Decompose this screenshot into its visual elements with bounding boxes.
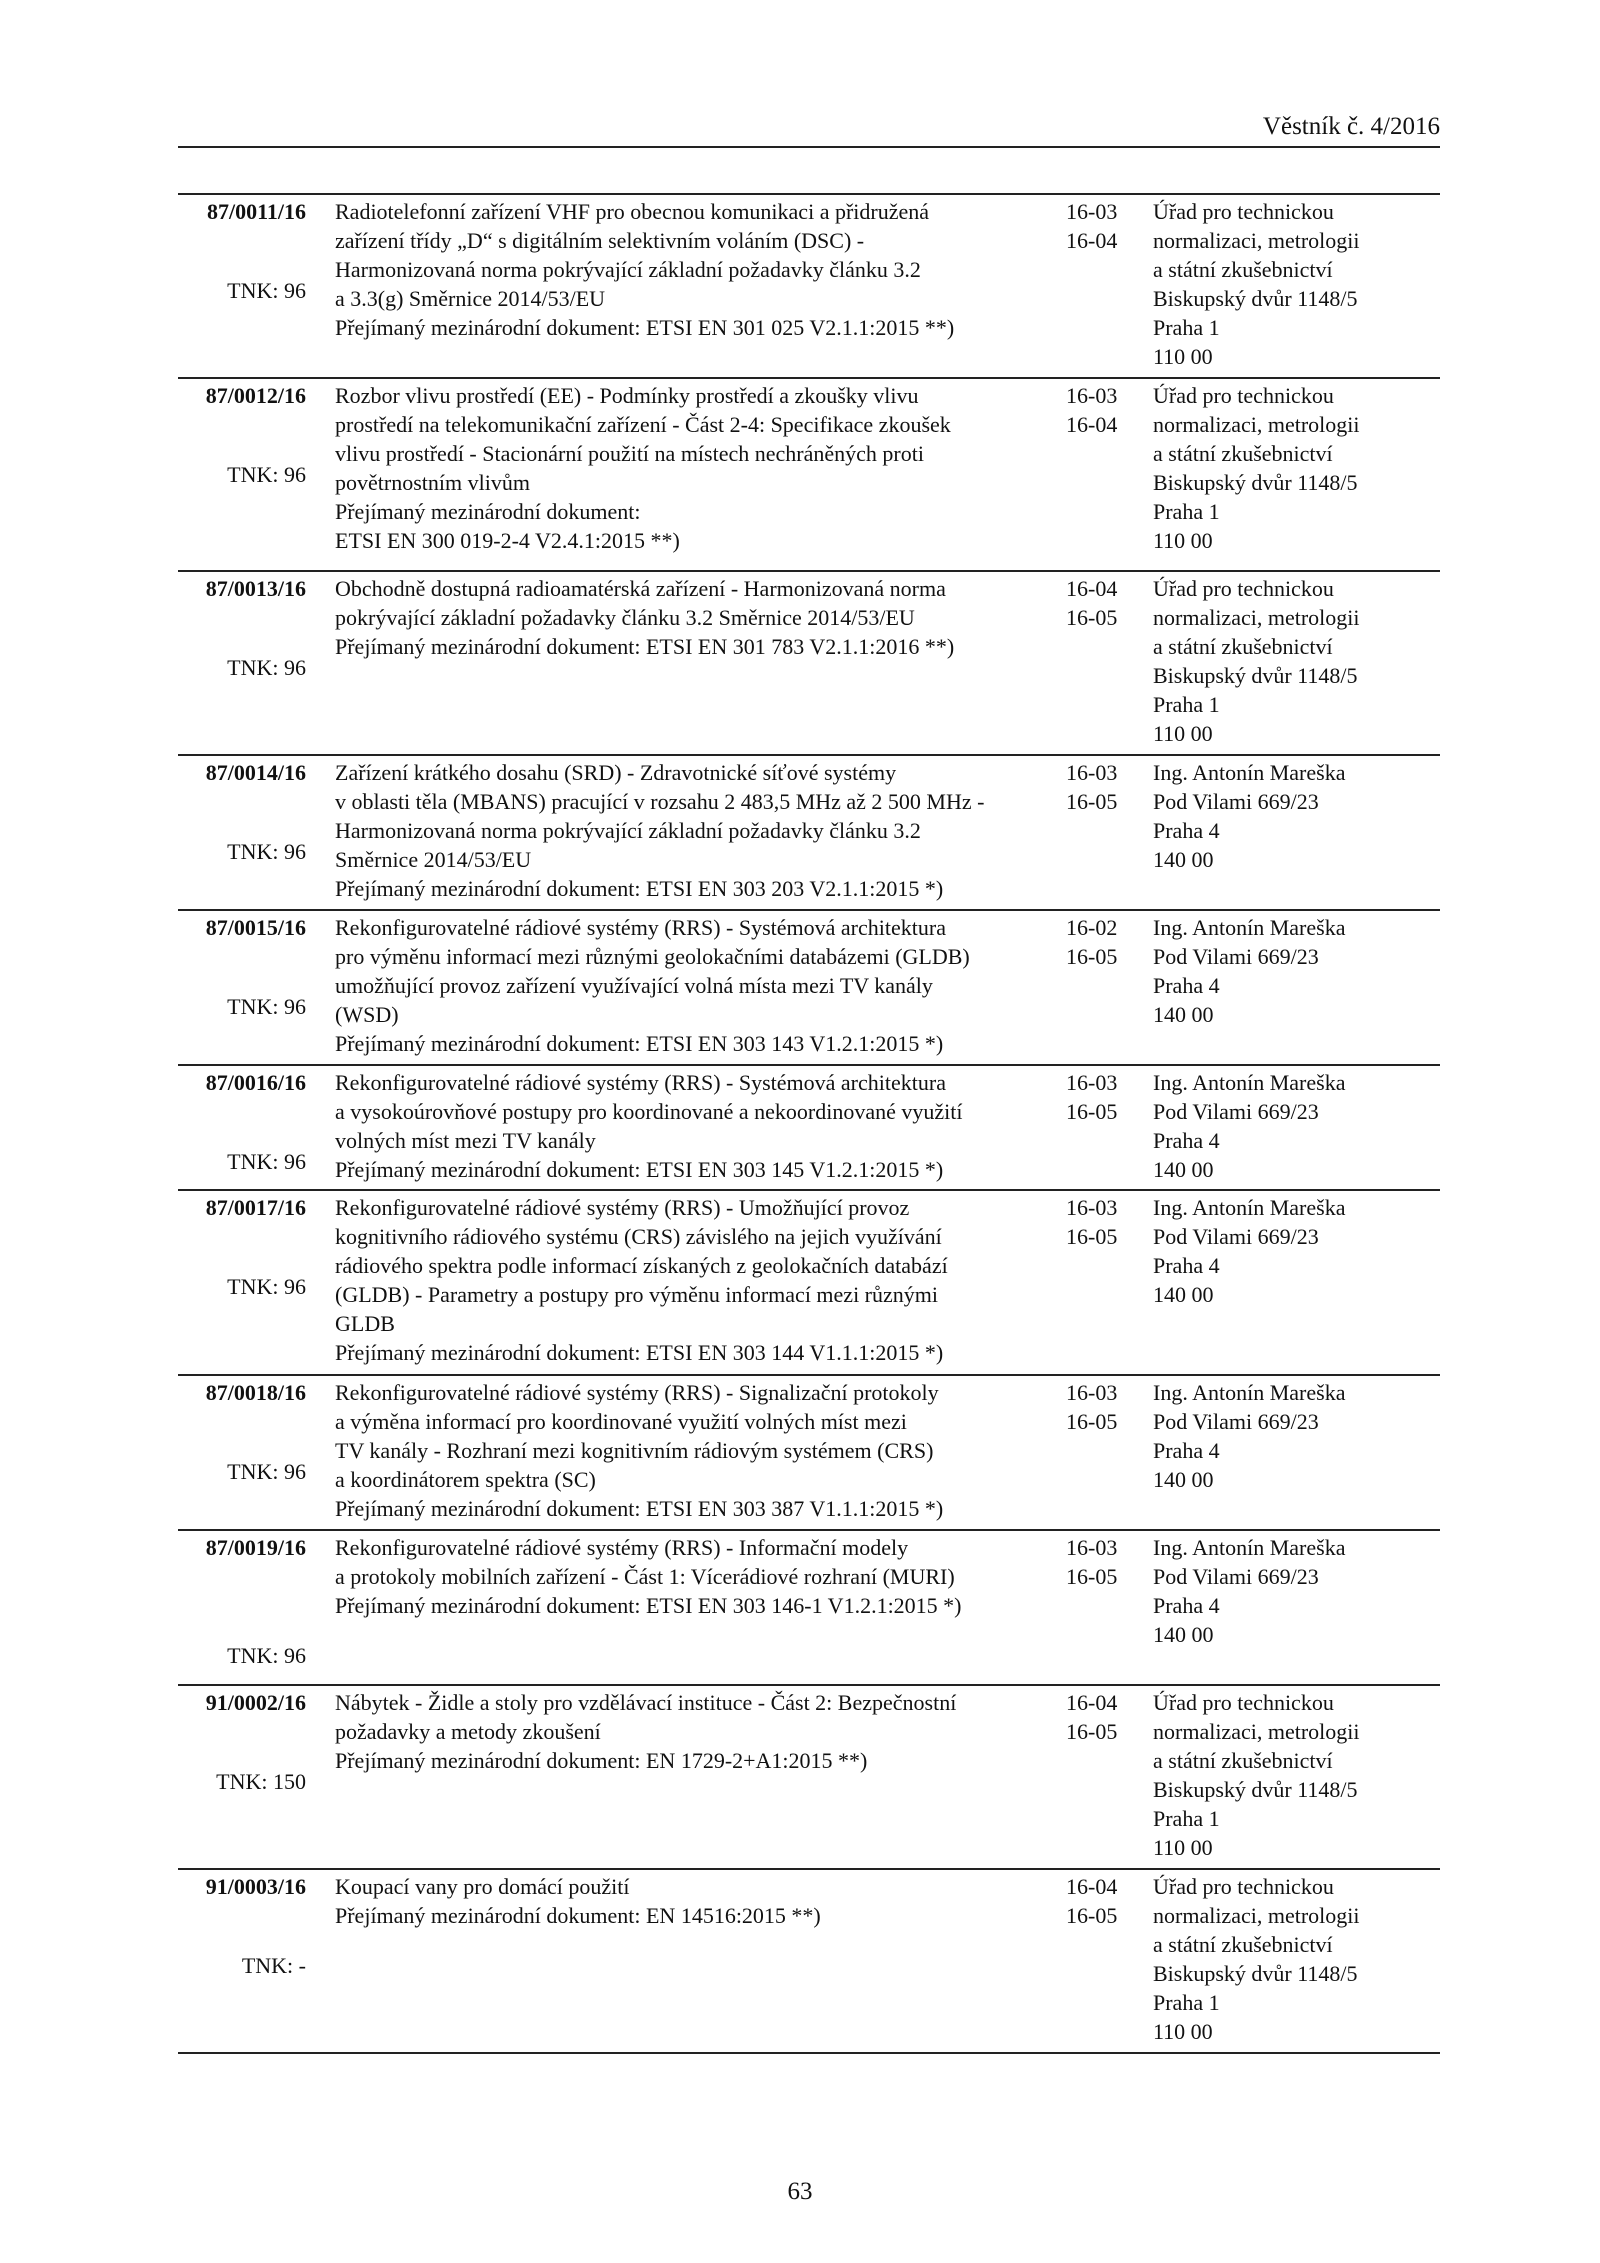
date-value: 16-05 xyxy=(1066,789,1118,814)
standards-table xyxy=(178,193,1440,2054)
title-line: umožňující provoz zařízení využívající volná místa mezi TV kanály xyxy=(335,973,933,998)
office-line: 110 00 xyxy=(1153,1835,1213,1860)
title-cell xyxy=(335,1193,1035,1367)
office-line: Biskupský dvůr 1148/5 xyxy=(1153,1777,1358,1802)
standard-code: 91/0003/16 xyxy=(205,1874,306,1899)
standard-code: 87/0019/16 xyxy=(205,1535,306,1560)
date-value: 16-02 xyxy=(1066,915,1118,940)
title-cell xyxy=(335,1872,1035,1930)
code-cell xyxy=(178,1533,306,1668)
office-cell xyxy=(1153,913,1438,1029)
standard-code: 87/0014/16 xyxy=(205,760,306,785)
office-line: 110 00 xyxy=(1153,2019,1213,2044)
page-number: 63 xyxy=(787,2178,813,2205)
office-line: 140 00 xyxy=(1153,1157,1214,1182)
dates-cell xyxy=(1066,197,1136,255)
office-cell xyxy=(1153,1193,1438,1309)
title-line: volných míst mezi TV kanály xyxy=(335,1128,596,1153)
title-line: Radiotelefonní zařízení VHF pro obecnou komunikaci a přidružená xyxy=(335,199,930,224)
office-line: Ing. Antonín Mareška xyxy=(1153,1535,1346,1560)
title-line: Přejímaný mezinárodní dokument: xyxy=(335,499,641,524)
date-value: 16-03 xyxy=(1066,199,1118,224)
dates-cell xyxy=(1066,1872,1136,1930)
office-line: Praha 1 xyxy=(1153,1990,1220,2015)
code-cell xyxy=(178,1068,306,1174)
title-cell xyxy=(335,913,1035,1058)
tnk-label: TNK: 96 xyxy=(227,1149,306,1174)
title-cell xyxy=(335,574,1035,661)
office-line: Praha 4 xyxy=(1153,1253,1220,1278)
table-row xyxy=(178,1066,1440,1191)
date-value: 16-03 xyxy=(1066,1070,1118,1095)
title-line: (WSD) xyxy=(335,1002,399,1027)
office-line: 140 00 xyxy=(1153,1622,1214,1647)
date-value: 16-05 xyxy=(1066,1224,1118,1249)
office-line: Praha 4 xyxy=(1153,1438,1220,1463)
title-line: a vysokoúrovňové postupy pro koordinované a nekoordinované využití xyxy=(335,1099,963,1124)
code-cell xyxy=(178,574,306,680)
title-line: Přejímaný mezinárodní dokument: ETSI EN 303 144 V1.1.1:2015 *) xyxy=(335,1340,944,1365)
office-line: 110 00 xyxy=(1153,528,1213,553)
table-row xyxy=(178,572,1440,756)
table-row xyxy=(178,1531,1440,1686)
office-line: Praha 1 xyxy=(1153,692,1220,717)
title-line: v oblasti těla (MBANS) pracující v rozsahu 2 483,5 MHz až 2 500 MHz - xyxy=(335,789,985,814)
office-line: a státní zkušebnictví xyxy=(1153,441,1333,466)
table-row xyxy=(178,756,1440,911)
title-line: Rozbor vlivu prostředí (EE) - Podmínky prostředí a zkoušky vlivu xyxy=(335,383,919,408)
office-line: 140 00 xyxy=(1153,1467,1214,1492)
tnk-label: TNK: 96 xyxy=(227,278,306,303)
dates-cell xyxy=(1066,1378,1136,1436)
office-line: Pod Vilami 669/23 xyxy=(1153,1099,1319,1124)
office-cell xyxy=(1153,1068,1438,1184)
office-line: Biskupský dvůr 1148/5 xyxy=(1153,1961,1358,1986)
title-line: Harmonizovaná norma pokrývající základní požadavky článku 3.2 xyxy=(335,818,921,843)
dates-cell xyxy=(1066,1533,1136,1591)
date-value: 16-05 xyxy=(1066,605,1118,630)
office-cell xyxy=(1153,381,1438,555)
dates-cell xyxy=(1066,1193,1136,1251)
office-cell xyxy=(1153,574,1438,748)
tnk-label: TNK: 96 xyxy=(227,462,306,487)
table-row xyxy=(178,1376,1440,1531)
office-line: normalizaci, metrologii xyxy=(1153,1719,1360,1744)
tnk-label: TNK: - xyxy=(241,1953,306,1978)
office-line: 140 00 xyxy=(1153,1282,1214,1307)
title-line: Směrnice 2014/53/EU xyxy=(335,847,532,872)
office-cell xyxy=(1153,1688,1438,1862)
tnk-label: TNK: 96 xyxy=(227,994,306,1019)
standard-code: 87/0013/16 xyxy=(205,576,306,601)
standard-code: 87/0016/16 xyxy=(205,1070,306,1095)
office-line: Úřad pro technickou xyxy=(1153,1874,1334,1899)
office-line: normalizaci, metrologii xyxy=(1153,228,1360,253)
title-line: Přejímaný mezinárodní dokument: EN 14516:2015 **) xyxy=(335,1903,821,1928)
title-line: Přejímaný mezinárodní dokument: ETSI EN 303 143 V1.2.1:2015 *) xyxy=(335,1031,944,1056)
office-line: normalizaci, metrologii xyxy=(1153,412,1360,437)
dates-cell xyxy=(1066,913,1136,971)
office-line: Ing. Antonín Mareška xyxy=(1153,1070,1346,1095)
title-cell xyxy=(335,1378,1035,1523)
title-line: Obchodně dostupná radioamatérská zařízení - Harmonizovaná norma xyxy=(335,576,946,601)
title-line: Rekonfigurovatelné rádiové systémy (RRS) - Informační modely xyxy=(335,1535,909,1560)
office-line: Pod Vilami 669/23 xyxy=(1153,1564,1319,1589)
title-line: Koupací vany pro domácí použití xyxy=(335,1874,630,1899)
date-value: 16-05 xyxy=(1066,944,1118,969)
dates-cell xyxy=(1066,758,1136,816)
date-value: 16-05 xyxy=(1066,1099,1118,1124)
dates-cell xyxy=(1066,574,1136,632)
code-cell xyxy=(178,1378,306,1484)
code-cell xyxy=(178,381,306,487)
office-line: Ing. Antonín Mareška xyxy=(1153,1195,1346,1220)
title-line: Zařízení krátkého dosahu (SRD) - Zdravotnické síťové systémy xyxy=(335,760,897,785)
dates-cell xyxy=(1066,381,1136,439)
office-cell xyxy=(1153,1533,1438,1649)
title-line: Přejímaný mezinárodní dokument: EN 1729-2+A1:2015 **) xyxy=(335,1748,868,1773)
title-cell xyxy=(335,758,1035,903)
title-line: Nábytek - Židle a stoly pro vzdělávací instituce - Část 2: Bezpečnostní xyxy=(335,1690,957,1715)
title-line: vlivu prostředí - Stacionární použití na místech nechráněných proti xyxy=(335,441,924,466)
journal-header: Věstník č. 4/2016 xyxy=(1262,113,1440,140)
office-line: a státní zkušebnictví xyxy=(1153,1932,1333,1957)
table-row xyxy=(178,1870,1440,2054)
office-cell xyxy=(1153,1872,1438,2046)
standard-code: 87/0018/16 xyxy=(205,1380,306,1405)
title-line: Rekonfigurovatelné rádiové systémy (RRS) - Umožňující provoz xyxy=(335,1195,910,1220)
office-line: Pod Vilami 669/23 xyxy=(1153,944,1319,969)
tnk-label: TNK: 150 xyxy=(216,1769,306,1794)
title-line: (GLDB) - Parametry a postupy pro výměnu informací mezi různými xyxy=(335,1282,939,1307)
title-line: Přejímaný mezinárodní dokument: ETSI EN 303 203 V2.1.1:2015 *) xyxy=(335,876,944,901)
date-value: 16-03 xyxy=(1066,760,1118,785)
office-line: Úřad pro technickou xyxy=(1153,576,1334,601)
code-cell xyxy=(178,1688,306,1794)
date-value: 16-04 xyxy=(1066,1874,1118,1899)
date-value: 16-03 xyxy=(1066,1195,1118,1220)
title-line: Rekonfigurovatelné rádiové systémy (RRS) - Systémová architektura xyxy=(335,1070,946,1095)
standard-code: 87/0011/16 xyxy=(206,199,306,224)
office-line: Úřad pro technickou xyxy=(1153,383,1334,408)
title-line: Přejímaný mezinárodní dokument: ETSI EN 303 387 V1.1.1:2015 *) xyxy=(335,1496,944,1521)
code-cell xyxy=(178,197,306,303)
office-line: Praha 4 xyxy=(1153,1128,1220,1153)
title-line: kognitivního rádiového systému (CRS) závislého na jejich využívání xyxy=(335,1224,942,1249)
tnk-label: TNK: 96 xyxy=(227,1459,306,1484)
title-cell xyxy=(335,381,1035,555)
office-line: normalizaci, metrologii xyxy=(1153,1903,1360,1928)
title-line: zařízení třídy „D“ s digitálním selektivním voláním (DSC) - xyxy=(335,228,865,253)
office-line: a státní zkušebnictví xyxy=(1153,257,1333,282)
date-value: 16-04 xyxy=(1066,576,1118,601)
office-line: Praha 1 xyxy=(1153,499,1220,524)
table-row xyxy=(178,1686,1440,1870)
office-cell xyxy=(1153,758,1438,874)
title-line: ETSI EN 300 019-2-4 V2.4.1:2015 **) xyxy=(335,528,680,553)
office-line: Praha 4 xyxy=(1153,818,1220,843)
office-cell xyxy=(1153,197,1438,371)
code-cell xyxy=(178,758,306,864)
table-row xyxy=(178,1191,1440,1376)
office-line: 140 00 xyxy=(1153,847,1214,872)
date-value: 16-03 xyxy=(1066,383,1118,408)
standard-code: 87/0017/16 xyxy=(205,1195,306,1220)
date-value: 16-04 xyxy=(1066,228,1118,253)
header-rule xyxy=(178,146,1440,148)
date-value: 16-05 xyxy=(1066,1719,1118,1744)
title-line: povětrnostním vlivům xyxy=(335,470,530,495)
office-line: Pod Vilami 669/23 xyxy=(1153,1409,1319,1434)
tnk-label: TNK: 96 xyxy=(227,1643,306,1668)
office-line: Praha 4 xyxy=(1153,1593,1220,1618)
tnk-label: TNK: 96 xyxy=(227,839,306,864)
code-cell xyxy=(178,1872,306,1978)
title-line: Přejímaný mezinárodní dokument: ETSI EN 301 783 V2.1.1:2016 **) xyxy=(335,634,955,659)
standard-code: 91/0002/16 xyxy=(205,1690,306,1715)
office-line: Ing. Antonín Mareška xyxy=(1153,760,1346,785)
code-cell xyxy=(178,1193,306,1299)
office-line: Ing. Antonín Mareška xyxy=(1153,1380,1346,1405)
title-line: Přejímaný mezinárodní dokument: ETSI EN 303 145 V1.2.1:2015 *) xyxy=(335,1157,944,1182)
table-row xyxy=(178,911,1440,1066)
title-line: Rekonfigurovatelné rádiové systémy (RRS) - Systémová architektura xyxy=(335,915,946,940)
date-value: 16-05 xyxy=(1066,1564,1118,1589)
office-line: Pod Vilami 669/23 xyxy=(1153,789,1319,814)
tnk-label: TNK: 96 xyxy=(227,1274,306,1299)
title-line: GLDB xyxy=(335,1311,395,1336)
title-line: a 3.3(g) Směrnice 2014/53/EU xyxy=(335,286,606,311)
dates-cell xyxy=(1066,1068,1136,1126)
title-line: Harmonizovaná norma pokrývající základní požadavky článku 3.2 xyxy=(335,257,921,282)
dates-cell xyxy=(1066,1688,1136,1746)
title-line: prostředí na telekomunikační zařízení - Část 2-4: Specifikace zkoušek xyxy=(335,412,951,437)
date-value: 16-05 xyxy=(1066,1903,1118,1928)
date-value: 16-04 xyxy=(1066,1690,1118,1715)
standard-code: 87/0012/16 xyxy=(205,383,306,408)
office-line: Pod Vilami 669/23 xyxy=(1153,1224,1319,1249)
office-line: Biskupský dvůr 1148/5 xyxy=(1153,286,1358,311)
office-line: Úřad pro technickou xyxy=(1153,1690,1334,1715)
office-cell xyxy=(1153,1378,1438,1494)
title-line: a výměna informací pro koordinované využití volných míst mezi xyxy=(335,1409,907,1434)
office-line: 110 00 xyxy=(1153,344,1213,369)
tnk-label: TNK: 96 xyxy=(227,655,306,680)
standard-code: 87/0015/16 xyxy=(205,915,306,940)
title-line: a koordinátorem spektra (SC) xyxy=(335,1467,596,1492)
title-line: požadavky a metody zkoušení xyxy=(335,1719,601,1744)
table-row xyxy=(178,379,1440,572)
code-cell xyxy=(178,913,306,1019)
title-line: Přejímaný mezinárodní dokument: ETSI EN 303 146-1 V1.2.1:2015 *) xyxy=(335,1593,962,1618)
office-line: Biskupský dvůr 1148/5 xyxy=(1153,663,1358,688)
date-value: 16-04 xyxy=(1066,412,1118,437)
title-cell xyxy=(335,1688,1035,1775)
office-line: 110 00 xyxy=(1153,721,1213,746)
date-value: 16-05 xyxy=(1066,1409,1118,1434)
title-cell xyxy=(335,197,1035,342)
title-line: rádiového spektra podle informací získaných z geolokačních databází xyxy=(335,1253,948,1278)
title-line: Rekonfigurovatelné rádiové systémy (RRS) - Signalizační protokoly xyxy=(335,1380,939,1405)
title-cell xyxy=(335,1533,1035,1620)
office-line: a státní zkušebnictví xyxy=(1153,1748,1333,1773)
title-line: Přejímaný mezinárodní dokument: ETSI EN 301 025 V2.1.1:2015 **) xyxy=(335,315,955,340)
title-line: a protokoly mobilních zařízení - Část 1: Vícerádiové rozhraní (MURI) xyxy=(335,1564,955,1589)
office-line: Úřad pro technickou xyxy=(1153,199,1334,224)
title-cell xyxy=(335,1068,1035,1184)
date-value: 16-03 xyxy=(1066,1535,1118,1560)
date-value: 16-03 xyxy=(1066,1380,1118,1405)
title-line: TV kanály - Rozhraní mezi kognitivním rádiovým systémem (CRS) xyxy=(335,1438,934,1463)
office-line: a státní zkušebnictví xyxy=(1153,634,1333,659)
office-line: Praha 1 xyxy=(1153,315,1220,340)
office-line: normalizaci, metrologii xyxy=(1153,605,1360,630)
office-line: Biskupský dvůr 1148/5 xyxy=(1153,470,1358,495)
office-line: 140 00 xyxy=(1153,1002,1214,1027)
title-line: pro výměnu informací mezi různými geolokačními databázemi (GLDB) xyxy=(335,944,970,969)
office-line: Praha 1 xyxy=(1153,1806,1220,1831)
office-line: Ing. Antonín Mareška xyxy=(1153,915,1346,940)
title-line: pokrývající základní požadavky článku 3.2 Směrnice 2014/53/EU xyxy=(335,605,915,630)
table-row xyxy=(178,195,1440,379)
office-line: Praha 4 xyxy=(1153,973,1220,998)
